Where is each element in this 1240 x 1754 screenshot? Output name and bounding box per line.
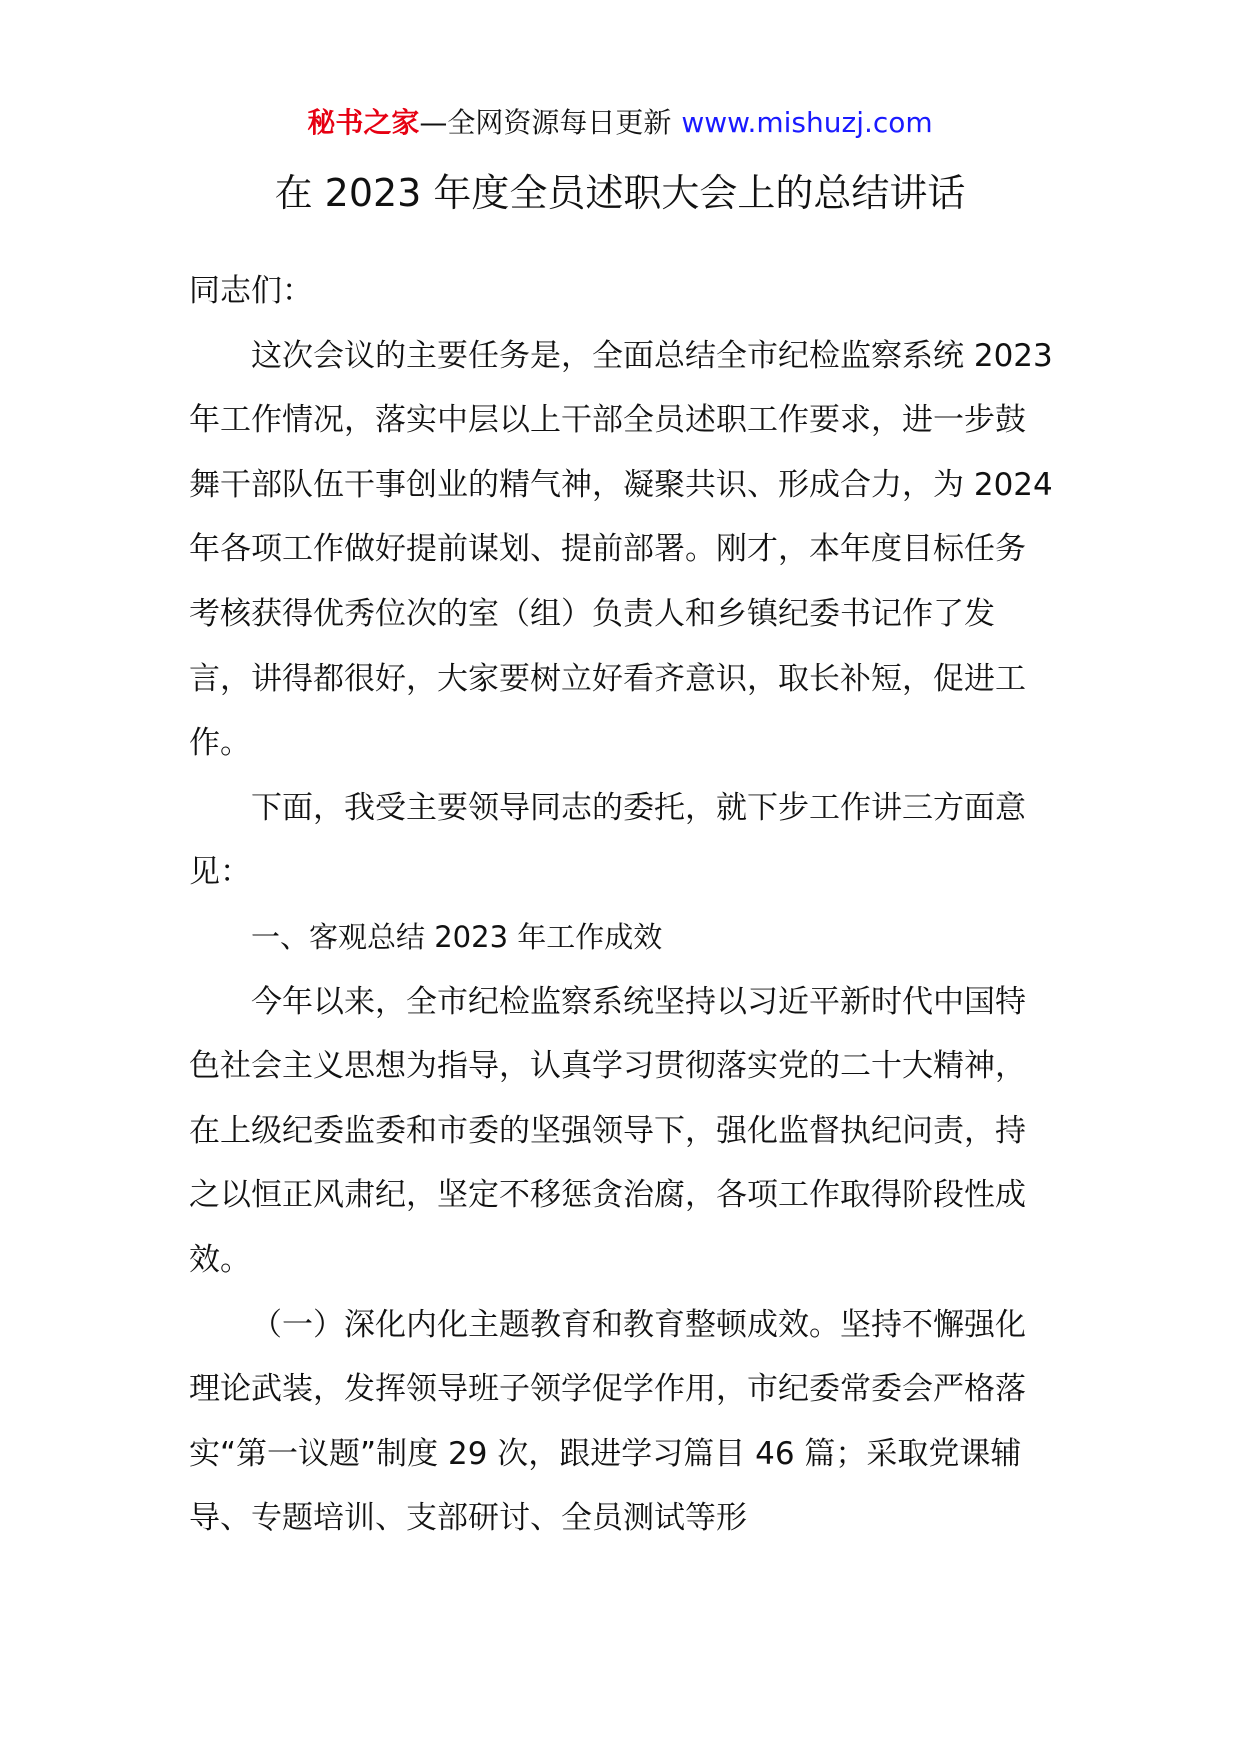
document-title: 在 2023 年度全员述职大会上的总结讲话 <box>274 171 966 215</box>
salutation: 同志们： <box>189 273 313 309</box>
paragraph: （一）深化内化主题教育和教育整顿成效。坚持不懈强化理论武装，发挥领导班子领学促学作用，市纪委常委会严格落实“第一议题”制度 29 次，跟进学习篇目 46 篇；采取党课辅导、专题培训、支部研讨、全员测试等形 <box>189 1306 1026 1537</box>
brand-name: 秘书之家 <box>307 106 420 139</box>
watermark-header <box>0 101 1240 145</box>
website-link[interactable]: www.mishuzj.com <box>681 106 933 139</box>
section-heading: 一、客观总结 2023 年工作成效 <box>251 919 663 954</box>
paragraph: 今年以来，全市纪检监察系统坚持以习近平新时代中国特色社会主义思想为指导，认真学习贯彻落实党的二十大精神，在上级纪委监委和市委的坚强领导下，强化监督执纪问责，持之以恒正风肃纪，坚定不移惩贪治腐，各项工作取得阶段性成效。 <box>189 983 1026 1278</box>
paragraph: 这次会议的主要任务是，全面总结全市纪检监察系统 2023 年工作情况，落实中层以上干部全员述职工作要求，进一步鼓舞干部队伍干事创业的精气神，凝聚共识、形成合力，为 2024 年各项工作做好提前谋划、提前部署。刚才，本年度目标任务考核获得优秀位次的室（组）负责人和乡镇纪委书记作了发言，讲得都很好，大家要树立好看齐意识，取长补短，促进工作。 <box>189 337 1053 762</box>
document-body <box>189 259 1053 1551</box>
brand-slogan: —全网资源每日更新 <box>419 106 672 139</box>
paragraph: 下面，我受主要领导同志的委托，就下步工作讲三方面意见： <box>189 789 1026 891</box>
